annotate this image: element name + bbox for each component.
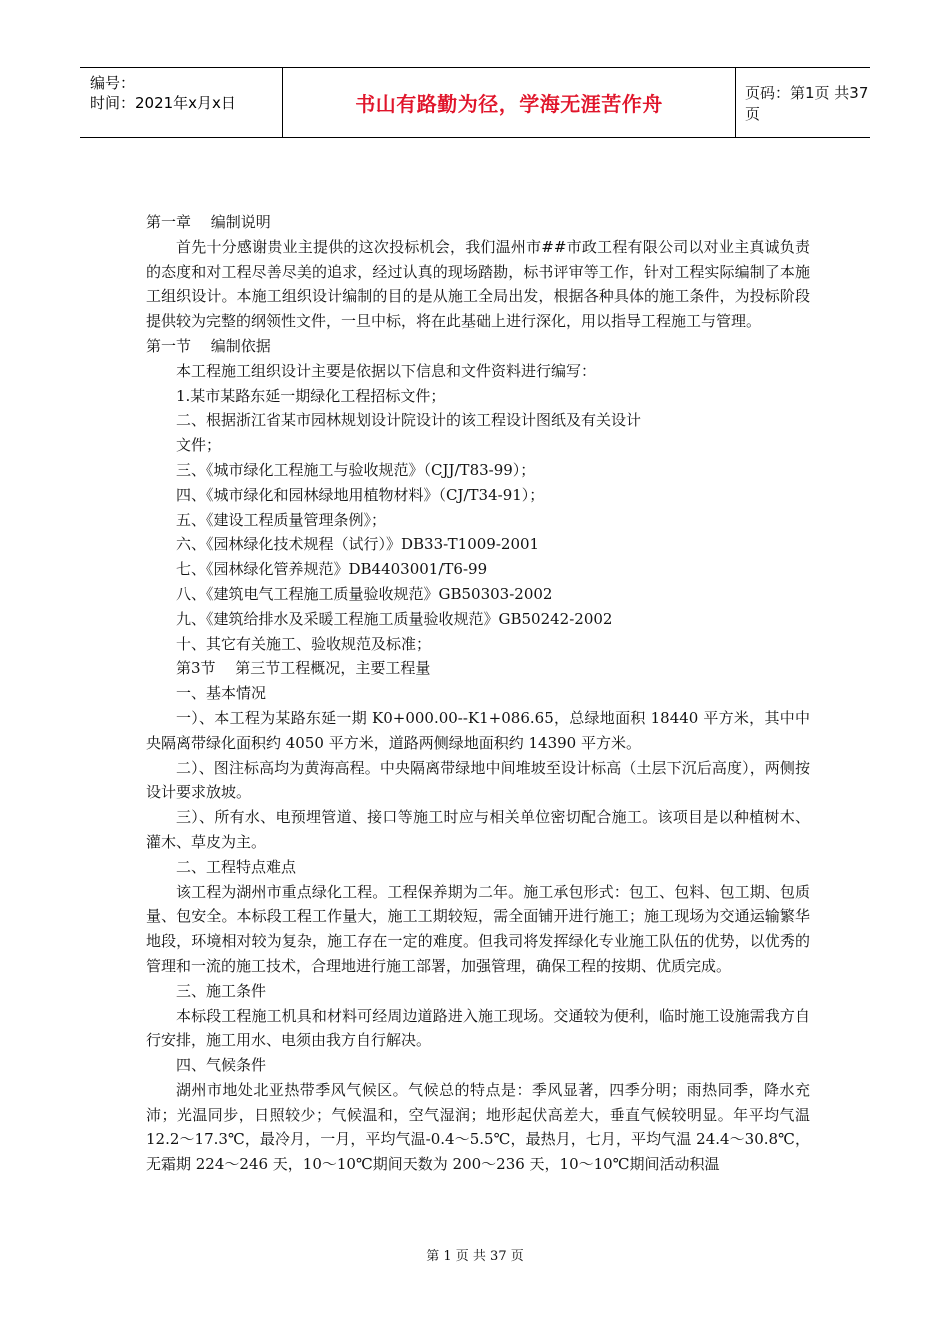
basis-item-3: 三、《城市绿化工程施工与验收规范》（CJJ/T83-99）； xyxy=(176,460,536,479)
section-heading-basis: 第一节 编制依据 xyxy=(146,336,271,355)
page-info-text: 页码：第1页 共37页 xyxy=(745,83,869,123)
code-label: 编号： xyxy=(90,74,136,92)
paragraph-basic-3: 三）、所有水、电预埋管道、接口等施工时应与相关单位密切配合施工。该项目是以种植树木、灌木、草皮为主。 xyxy=(146,808,810,851)
basis-item-5: 五、《建设工程质量管理条例》； xyxy=(176,510,387,529)
paragraph-basic-1: 一）、本工程为某路东延一期 K0+000.00--K1+086.65，总绿地面积 18440 平方米，其中中央隔离带绿化面积约 4050 平方米，道路两侧绿地面积约 14390 平方米。 xyxy=(146,708,810,752)
paragraph-conditions: 本标段工程施工机具和材料可经周边道路进入施工现场。交通较为便利，临时施工设施需我方自行安排，施工用水、电须由我方自行解决。 xyxy=(146,1006,810,1050)
document-header xyxy=(80,67,870,138)
paragraph-features: 该工程为湖州市重点绿化工程。工程保养期为二年。施工承包形式：包工、包料、包工期、包质量、包安全。本标段工程工作量大，施工工期较短，需全面铺开进行施工；施工现场为交通运输繁华地段，环境相对较为复杂，施工存在一定的难度。但我司将发挥绿化专业施工队伍的优势，以优秀的管理和一流的施工技术，合理地进行施工部署，加强管理，确保工程的按期、优质完成。 xyxy=(146,882,810,975)
subheading-basic: 一、基本情况 xyxy=(176,684,267,703)
page-footer: 第 1 页 共 37 页 xyxy=(426,1249,524,1264)
subheading-climate: 四、气候条件 xyxy=(176,1056,267,1075)
paragraph-climate: 湖州市地处北亚热带季风气候区。气候总的特点是：季风显著，四季分明；雨热同季，降水充沛；光温同步，日照较少；气候温和，空气湿润；地形起伏高差大，垂直气候较明显。年平均气温 12.2～17.3℃，最冷月，一月，平均气温-0.4～5.5℃，最热月，七月，平均气温 24.4～30.8℃，无霜期 224～246 天，10～10℃期间天数为 200～236 天，10～10℃期间活动积温 xyxy=(146,1080,810,1174)
date-label: 时间：2021年x月x日 xyxy=(90,94,236,112)
basis-item-2: 二、根据浙江省某市园林规划设计院设计的该工程设计图纸及有关设计 xyxy=(176,411,642,430)
page-info-cell xyxy=(735,68,880,137)
basis-item-10: 十、其它有关施工、验收规范及标准； xyxy=(176,634,432,653)
subheading-conditions: 三、施工条件 xyxy=(176,981,267,1000)
basis-item-8: 八、《建筑电气工程施工质量验收规范》GB50303-2002 xyxy=(176,584,553,603)
section-heading-overview: 第3节 第三节工程概况，主要工程量 xyxy=(176,659,431,678)
basis-item-7: 七、《园林绿化管养规范》DB4403001/T6-99 xyxy=(176,560,488,579)
basis-item-1: 1.某市某路东延一期绿化工程招标文件； xyxy=(176,386,446,405)
subheading-features: 二、工程特点难点 xyxy=(176,857,297,876)
chapter-heading: 第一章 编制说明 xyxy=(146,213,271,231)
paragraph-intro: 首先十分感谢贵业主提供的这次投标机会，我们温州市##市政工程有限公司以对业主真诚负责的态度和对工程尽善尽美的追求，经过认真的现场踏勘，标书评审等工作，针对工程实际编制了本施工组织设计。本施工组织设计编制的目的是从施工全局出发，根据各种具体的施工条件，为投标阶段提供较为完整的纲领性文件，一旦中标，将在此基础上进行深化，用以指导工程施工与管理。 xyxy=(146,237,810,331)
motto-text: 书山有路勤为径，学海无涯苦作舟 xyxy=(355,92,663,116)
basis-item-6: 六、《园林绿化技术规程（试行）》DB33-T1009-2001 xyxy=(176,535,540,554)
paragraph-basic-2: 二）、图注标高均为黄海高程。中央隔离带绿地中间堆坡至设计标高（土层下沉后高度），两侧按设计要求放坡。 xyxy=(146,758,810,802)
basis-item-4: 四、《城市绿化和园林绿地用植物材料》（CJ/T34-91）； xyxy=(176,485,545,504)
basis-item-9: 九、《建筑给排水及采暖工程施工质量验收规范》GB50242-2002 xyxy=(176,609,613,628)
basis-item-2-cont: 文件； xyxy=(176,436,222,455)
basis-intro: 本工程施工组织设计主要是依据以下信息和文件资料进行编写： xyxy=(176,361,597,380)
header-meta-cell xyxy=(80,68,282,137)
motto-cell xyxy=(282,68,736,137)
document-body xyxy=(146,210,810,1177)
